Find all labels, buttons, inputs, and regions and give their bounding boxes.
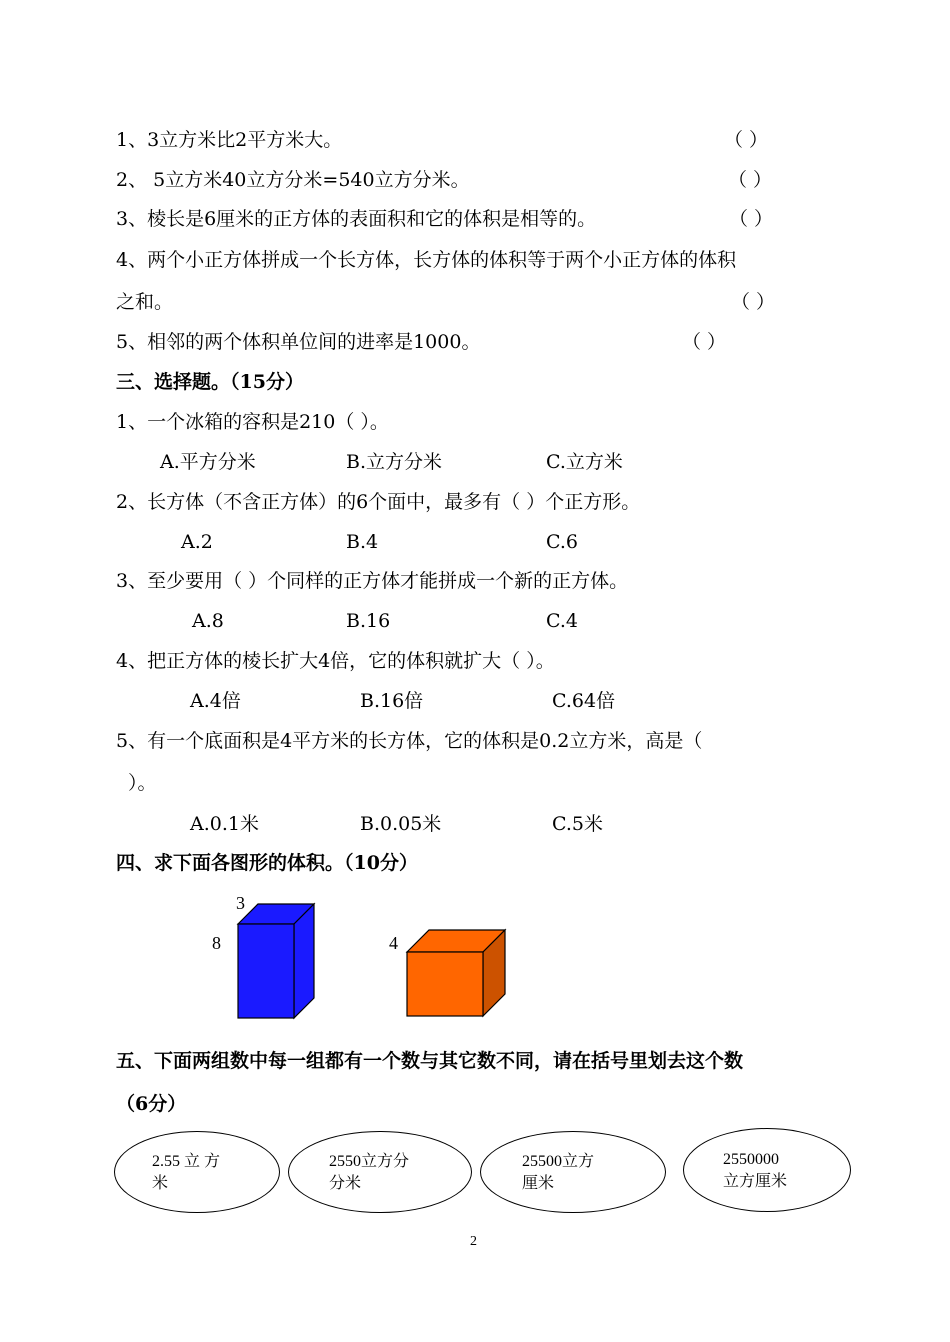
q5-option-b[interactable]: B.0.05米 [360,813,442,835]
choice-q5-cont: ）。 [128,772,157,794]
oval-4-line-1: 2550000 [723,1151,779,1168]
answer-paren-1[interactable]: （ ） [724,129,769,151]
prism-width-label: 3 [236,893,245,913]
oval-4-line-2: 立方厘米 [723,1173,788,1190]
judge-item-1: 1、3立方米比2平方米大。 [116,129,343,151]
judge-item-5: 5、相邻的两个体积单位间的进率是1000。 [116,331,481,353]
choice-q5: 5、有一个底面积是4平方米的长方体，它的体积是0.2立方米，高是（ [116,730,703,752]
answer-paren-4[interactable]: （ ） [731,291,776,313]
q2-option-a[interactable]: A.2 [181,531,213,553]
section-5-title: 五、下面两组数中每一组都有一个数与其它数不同，请在括号里划去这个数 [116,1050,744,1072]
rectangular-prism-figure [236,902,318,1020]
section-3-title: 三、选择题。（15分） [116,371,304,393]
choice-q1: 1、一个冰箱的容积是210（ ）。 [116,411,389,433]
q4-option-b[interactable]: B.16倍 [360,690,424,712]
section-4-title: 四、求下面各图形的体积。（10分） [116,852,418,874]
oval-2-line-2: 分米 [329,1175,362,1192]
oval-1-line-1: 2.55 立 方 [152,1153,221,1170]
q2-option-b[interactable]: B.4 [346,531,379,553]
prism-height-label: 8 [212,933,221,953]
prism-side-face [294,904,314,1018]
q1-option-b[interactable]: B.立方分米 [346,451,443,473]
section-5-score: （6分） [116,1093,187,1115]
choice-q4: 4、把正方体的棱长扩大4倍，它的体积就扩大（ ）。 [116,650,555,672]
q3-option-b[interactable]: B.16 [346,610,391,632]
q5-option-c[interactable]: C.5米 [552,813,603,835]
choice-q3: 3、至少要用（ ）个同样的正方体才能拼成一个新的正方体。 [116,570,629,592]
oval-1-line-2: 米 [152,1175,169,1192]
judge-item-4-cont: 之和。 [116,291,174,313]
q1-option-c[interactable]: C.立方米 [546,451,623,473]
oval-2-line-1: 2550立方分 [329,1153,410,1170]
q3-option-a[interactable]: A.8 [192,610,224,632]
answer-paren-3[interactable]: （ ） [729,208,774,230]
cube-front-face [407,952,483,1016]
answer-paren-2[interactable]: （ ） [728,169,773,191]
q2-option-c[interactable]: C.6 [546,531,578,553]
cube-figure [405,928,507,1020]
prism-front-face [238,924,294,1018]
q5-option-a[interactable]: A.0.1米 [190,813,259,835]
choice-q2: 2、长方体（不含正方体）的6个面中，最多有（ ）个正方形。 [116,491,641,513]
page-number: 2 [470,1234,477,1249]
q1-option-a[interactable]: A.平方分米 [160,451,256,473]
judge-item-3: 3、棱长是6厘米的正方体的表面积和它的体积是相等的。 [116,208,597,230]
q3-option-c[interactable]: C.4 [546,610,578,632]
judge-item-2: 2、 5立方米40立方分米=540立方分米。 [116,169,470,191]
q4-option-a[interactable]: A.4倍 [190,690,241,712]
q4-option-c[interactable]: C.64倍 [552,690,616,712]
oval-3-line-1: 25500立方 [522,1153,595,1170]
answer-paren-5[interactable]: （ ） [682,331,727,353]
cube-edge-label: 4 [389,933,398,953]
judge-item-4: 4、两个小正方体拼成一个长方体，长方体的体积等于两个小正方体的体积 [116,249,737,271]
oval-3-line-2: 厘米 [522,1175,555,1192]
